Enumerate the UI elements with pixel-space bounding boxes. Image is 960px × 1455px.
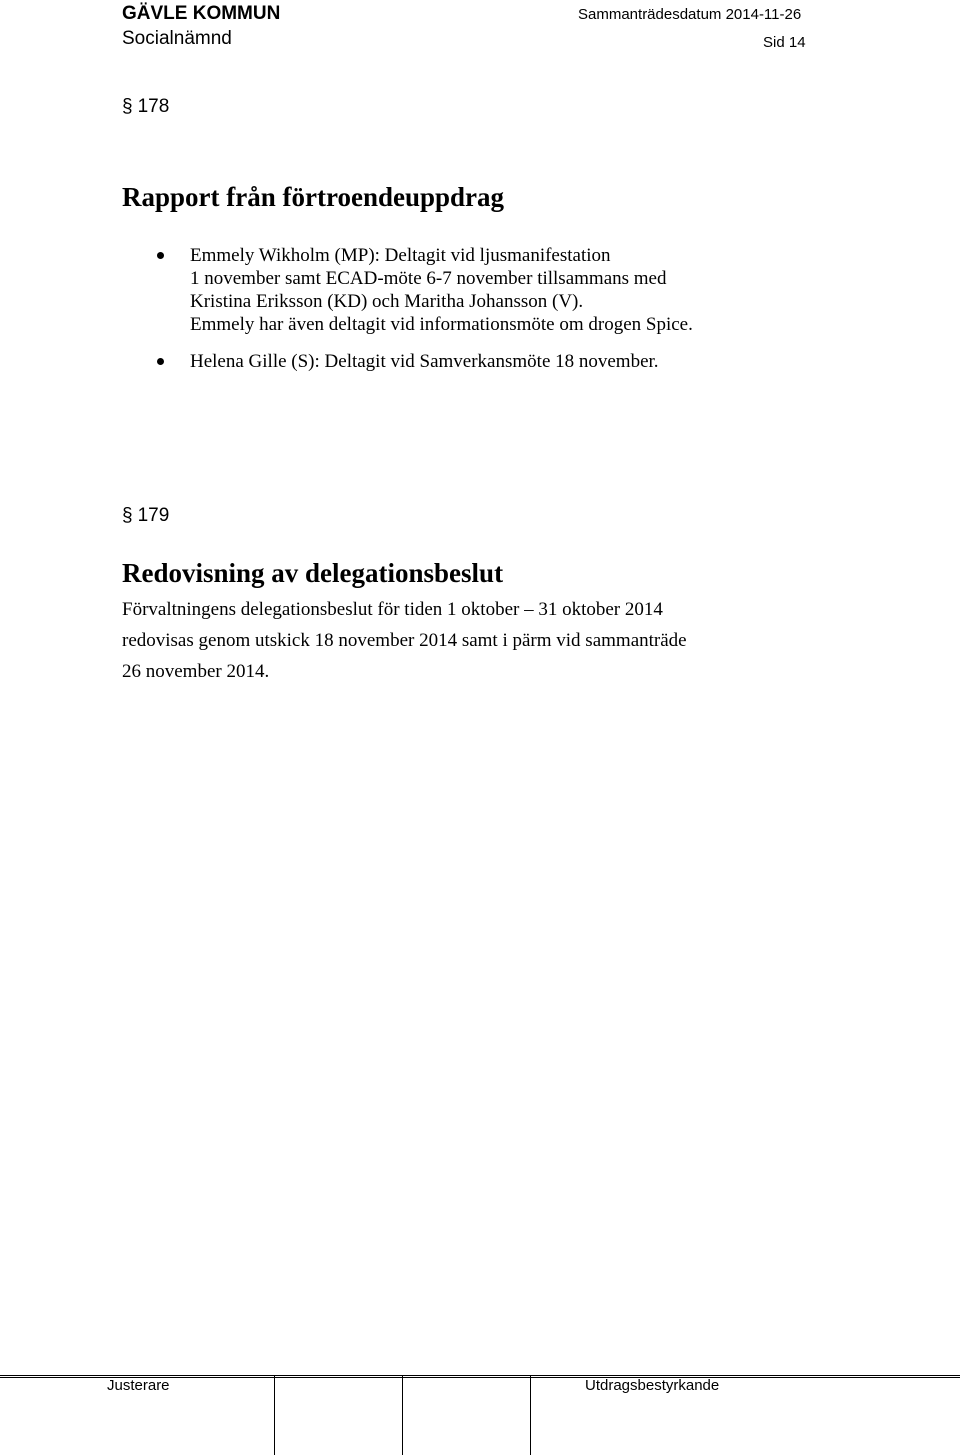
department-name: Socialnämnd bbox=[122, 28, 232, 49]
page-number: Sid 14 bbox=[763, 34, 806, 51]
list-item-line: Kristina Eriksson (KD) och Maritha Johansson (V). bbox=[190, 291, 584, 312]
body-line: 26 november 2014. bbox=[122, 661, 270, 682]
section-number: 179 bbox=[137, 505, 170, 526]
organization-name: GÄVLE KOMMUN bbox=[122, 3, 281, 24]
list-item-line: Emmely har även deltagit vid informationsmöte om drogen Spice. bbox=[190, 314, 693, 335]
list-item-line: Emmely Wikholm (MP): Deltagit vid ljusmanifestation bbox=[190, 245, 611, 266]
justerare-label: Justerare bbox=[107, 1377, 170, 1394]
list-item bbox=[150, 350, 850, 373]
footer-rule bbox=[0, 1375, 960, 1376]
section-symbol: § bbox=[122, 96, 133, 117]
bullet-icon bbox=[157, 358, 164, 365]
section-symbol: § bbox=[122, 505, 133, 526]
body-line: redovisas genom utskick 18 november 2014 samt i pärm vid sammanträde bbox=[122, 630, 687, 651]
meeting-date: Sammanträdesdatum 2014-11-26 bbox=[578, 6, 802, 23]
list-item-line: 1 november samt ECAD-möte 6-7 november tillsammans med bbox=[190, 268, 667, 289]
footer-divider bbox=[530, 1376, 531, 1455]
section-number: 178 bbox=[137, 96, 170, 117]
section-179-body bbox=[122, 594, 687, 687]
report-list bbox=[150, 244, 850, 373]
utdragsbestyrkande-label: Utdragsbestyrkande bbox=[585, 1377, 720, 1394]
bullet-icon bbox=[157, 252, 164, 259]
section-178-number bbox=[122, 96, 169, 118]
footer-divider bbox=[402, 1376, 403, 1455]
list-item-line: Helena Gille (S): Deltagit vid Samverkansmöte 18 november. bbox=[190, 351, 659, 372]
section-179-title: Redovisning av delegationsbeslut bbox=[122, 558, 504, 588]
list-item bbox=[150, 244, 850, 336]
section-179-number bbox=[122, 505, 169, 527]
section-178-title: Rapport från förtroendeuppdrag bbox=[122, 182, 505, 212]
footer-divider bbox=[274, 1376, 275, 1455]
body-line: Förvaltningens delegationsbeslut för tiden 1 oktober – 31 oktober 2014 bbox=[122, 599, 663, 620]
